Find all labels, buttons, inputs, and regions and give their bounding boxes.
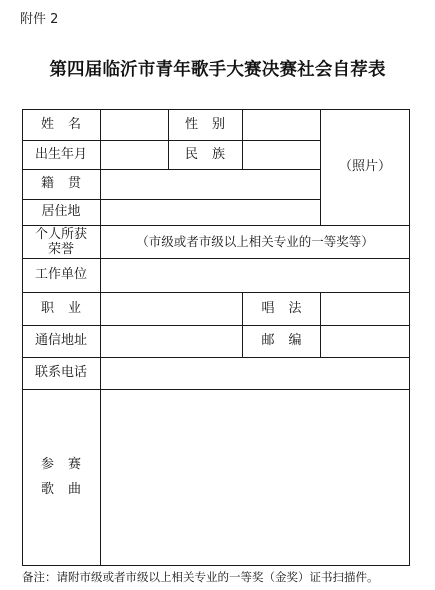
songs-label-line2: 歌曲 xyxy=(40,482,95,497)
address-label: 通信地址 xyxy=(34,333,87,349)
singing-style-label: 唱法 xyxy=(261,300,316,316)
registration-form-table xyxy=(22,109,410,566)
native-place-label: 籍贯 xyxy=(40,176,95,192)
footnote: 备注：请附市级或者市级以上相关专业的一等奖（金奖）证书扫描件。 xyxy=(22,570,379,584)
awards-label xyxy=(22,225,100,258)
gender-label: 性别 xyxy=(184,116,239,132)
songs-label-line1: 参赛 xyxy=(40,457,95,472)
photo-placeholder[interactable]: （照片） xyxy=(338,159,391,175)
songs-label xyxy=(22,389,100,565)
postcode-field[interactable] xyxy=(321,325,409,357)
table-border-right xyxy=(409,109,410,566)
songs-field[interactable] xyxy=(101,389,409,565)
birthdate-label: 出生年月 xyxy=(34,146,87,162)
birthdate-field[interactable] xyxy=(101,140,168,169)
residence-field[interactable] xyxy=(101,199,320,225)
name-field[interactable] xyxy=(101,109,168,140)
occupation-label: 职业 xyxy=(40,300,95,316)
phone-label: 联系电话 xyxy=(34,365,87,381)
work-unit-field[interactable] xyxy=(101,258,409,292)
address-field[interactable] xyxy=(101,325,242,357)
awards-label-line1: 个人所获 xyxy=(34,226,87,242)
gender-field[interactable] xyxy=(243,109,320,140)
name-label: 姓名 xyxy=(40,116,95,132)
phone-field[interactable] xyxy=(101,357,409,389)
postcode-label: 邮编 xyxy=(261,333,316,349)
awards-label-line2: 荣誉 xyxy=(47,241,74,257)
attachment-label: 附件 2 xyxy=(20,12,59,27)
awards-field[interactable]: （市级或者市级以上相关专业的一等奖等） xyxy=(136,234,374,249)
singing-style-field[interactable] xyxy=(321,292,409,325)
form-title: 第四届临沂市青年歌手大赛决赛社会自荐表 xyxy=(49,60,386,80)
table-border-bottom xyxy=(22,565,410,566)
native-place-field[interactable] xyxy=(101,169,320,199)
ethnicity-label: 民族 xyxy=(184,146,239,162)
residence-label: 居住地 xyxy=(41,204,81,220)
ethnicity-field[interactable] xyxy=(243,140,320,169)
occupation-field[interactable] xyxy=(101,292,242,325)
work-unit-label: 工作单位 xyxy=(34,267,87,283)
